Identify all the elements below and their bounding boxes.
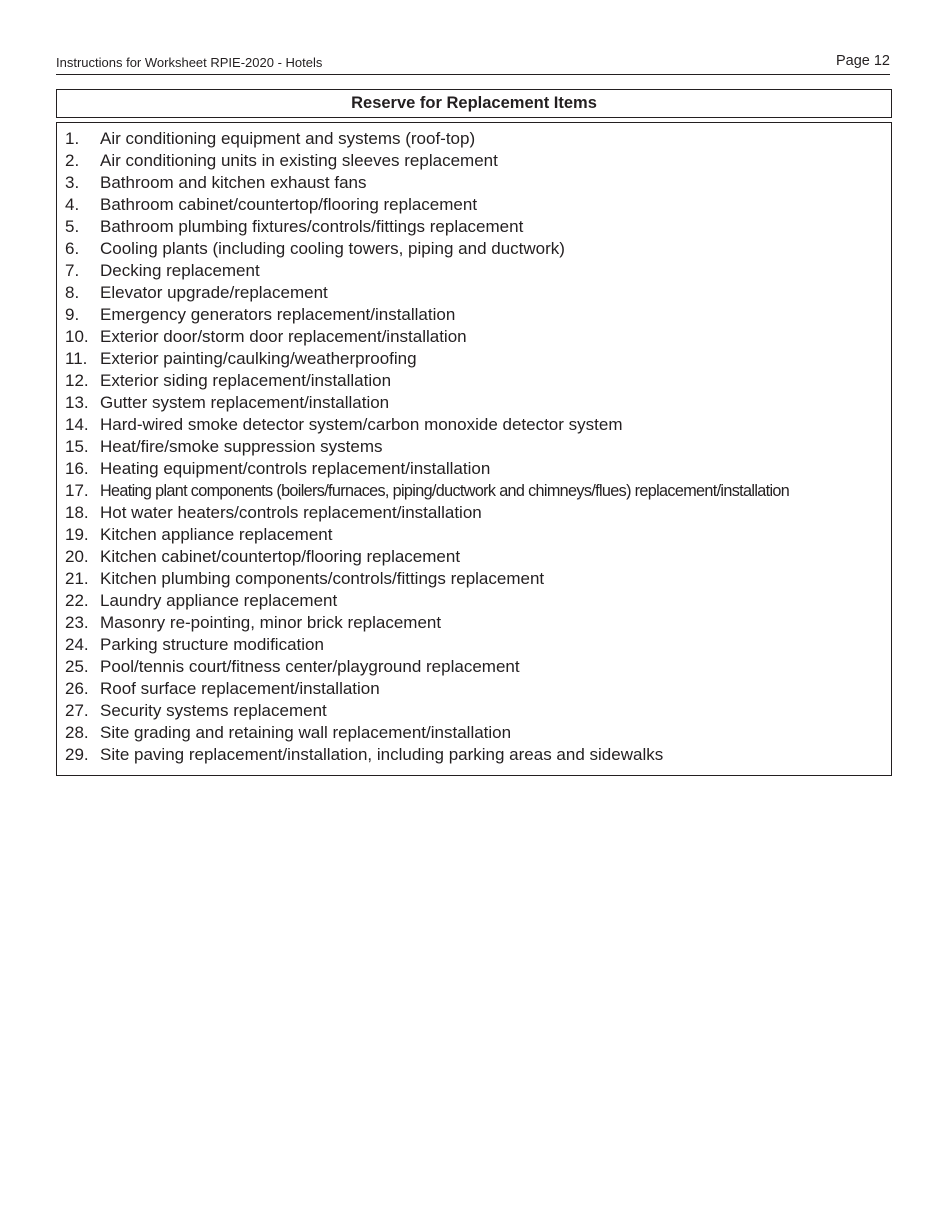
- list-item: [65, 612, 885, 634]
- item-number: 18.: [65, 503, 89, 522]
- item-text: Gutter system replacement/installation: [100, 393, 390, 412]
- item-text: Site paving replacement/installation, including parking areas and sidewalks: [100, 745, 664, 764]
- item-number: 28.: [65, 723, 89, 742]
- list-item: [65, 128, 885, 150]
- item-text: Decking replacement: [100, 261, 260, 280]
- section-title: Reserve for Replacement Items: [56, 89, 892, 118]
- list-item: [65, 392, 885, 414]
- item-number: 1.: [65, 129, 80, 148]
- list-item: [65, 326, 885, 348]
- item-text: Heating equipment/controls replacement/installation: [100, 459, 491, 478]
- list-item: [65, 480, 885, 502]
- item-number: 21.: [65, 569, 89, 588]
- list-item: [65, 634, 885, 656]
- item-text: Hot water heaters/controls replacement/installation: [100, 503, 482, 522]
- item-text: Heating plant components (boilers/furnaces, piping/ductwork and chimneys/flues) replacement/installation: [100, 482, 790, 500]
- item-number: 22.: [65, 591, 89, 610]
- item-number: 19.: [65, 525, 89, 544]
- item-number: 7.: [65, 261, 80, 280]
- list-item: [65, 678, 885, 700]
- list-item: [65, 348, 885, 370]
- item-text: Air conditioning units in existing sleeves replacement: [100, 151, 498, 170]
- item-text: Security systems replacement: [100, 701, 327, 720]
- item-number: 11.: [65, 349, 88, 368]
- item-number: 10.: [65, 327, 89, 346]
- list-item: [65, 568, 885, 590]
- item-number: 3.: [65, 173, 80, 192]
- item-number: 26.: [65, 679, 89, 698]
- item-text: Bathroom cabinet/countertop/flooring replacement: [100, 195, 478, 214]
- item-number: 29.: [65, 745, 89, 764]
- item-text: Site grading and retaining wall replacement/installation: [100, 723, 512, 742]
- item-text: Heat/fire/smoke suppression systems: [100, 437, 383, 456]
- item-number: 20.: [65, 547, 89, 566]
- item-number: 5.: [65, 217, 80, 236]
- item-text: Roof surface replacement/installation: [100, 679, 380, 698]
- item-text: Kitchen cabinet/countertop/flooring replacement: [100, 547, 461, 566]
- item-text: Bathroom plumbing fixtures/controls/fittings replacement: [100, 217, 524, 236]
- list-item: [65, 304, 885, 326]
- list-item: [65, 260, 885, 282]
- item-text: Bathroom and kitchen exhaust fans: [100, 173, 367, 192]
- items-list: [65, 128, 885, 766]
- item-text: Air conditioning equipment and systems (roof-top): [100, 129, 476, 148]
- item-number: 9.: [65, 305, 80, 324]
- item-number: 25.: [65, 657, 89, 676]
- item-text: Hard-wired smoke detector system/carbon monoxide detector system: [100, 415, 623, 434]
- list-item: [65, 590, 885, 612]
- item-text: Pool/tennis court/fitness center/playground replacement: [100, 657, 520, 676]
- list-item: [65, 458, 885, 480]
- page-number: Page 12: [835, 53, 890, 69]
- list-item: [65, 238, 885, 260]
- list-item: [65, 436, 885, 458]
- item-text: Kitchen plumbing components/controls/fittings replacement: [100, 569, 545, 588]
- item-number: 4.: [65, 195, 80, 214]
- list-item: [65, 546, 885, 568]
- list-item: [65, 216, 885, 238]
- item-text: Exterior door/storm door replacement/installation: [100, 327, 467, 346]
- list-item: [65, 172, 885, 194]
- item-number: 17.: [65, 481, 89, 500]
- list-item: [65, 700, 885, 722]
- item-number: 12.: [65, 371, 89, 390]
- item-number: 16.: [65, 459, 89, 478]
- document-title: Instructions for Worksheet RPIE-2020 - Hotels: [56, 55, 323, 70]
- list-item: [65, 414, 885, 436]
- list-item: [65, 150, 885, 172]
- item-text: Elevator upgrade/replacement: [100, 283, 328, 302]
- item-text: Masonry re-pointing, minor brick replacement: [100, 613, 442, 632]
- list-item: [65, 722, 885, 744]
- item-number: 14.: [65, 415, 89, 434]
- item-number: 15.: [65, 437, 89, 456]
- item-number: 23.: [65, 613, 89, 632]
- item-text: Parking structure modification: [100, 635, 324, 654]
- list-item: [65, 194, 885, 216]
- list-item: [65, 282, 885, 304]
- item-number: 8.: [65, 283, 80, 302]
- item-number: 24.: [65, 635, 89, 654]
- item-text: Exterior painting/caulking/weatherproofing: [100, 349, 417, 368]
- items-box: [56, 122, 892, 776]
- item-text: Laundry appliance replacement: [100, 591, 338, 610]
- item-number: 13.: [65, 393, 89, 412]
- item-number: 6.: [65, 239, 80, 258]
- list-item: [65, 656, 885, 678]
- item-text: Exterior siding replacement/installation: [100, 371, 392, 390]
- item-text: Cooling plants (including cooling towers, piping and ductwork): [100, 239, 565, 258]
- list-item: [65, 370, 885, 392]
- item-text: Emergency generators replacement/installation: [100, 305, 456, 324]
- page-header: [56, 52, 890, 75]
- list-item: [65, 744, 885, 766]
- list-item: [65, 502, 885, 524]
- item-number: 27.: [65, 701, 89, 720]
- list-item: [65, 524, 885, 546]
- item-text: Kitchen appliance replacement: [100, 525, 333, 544]
- item-number: 2.: [65, 151, 80, 170]
